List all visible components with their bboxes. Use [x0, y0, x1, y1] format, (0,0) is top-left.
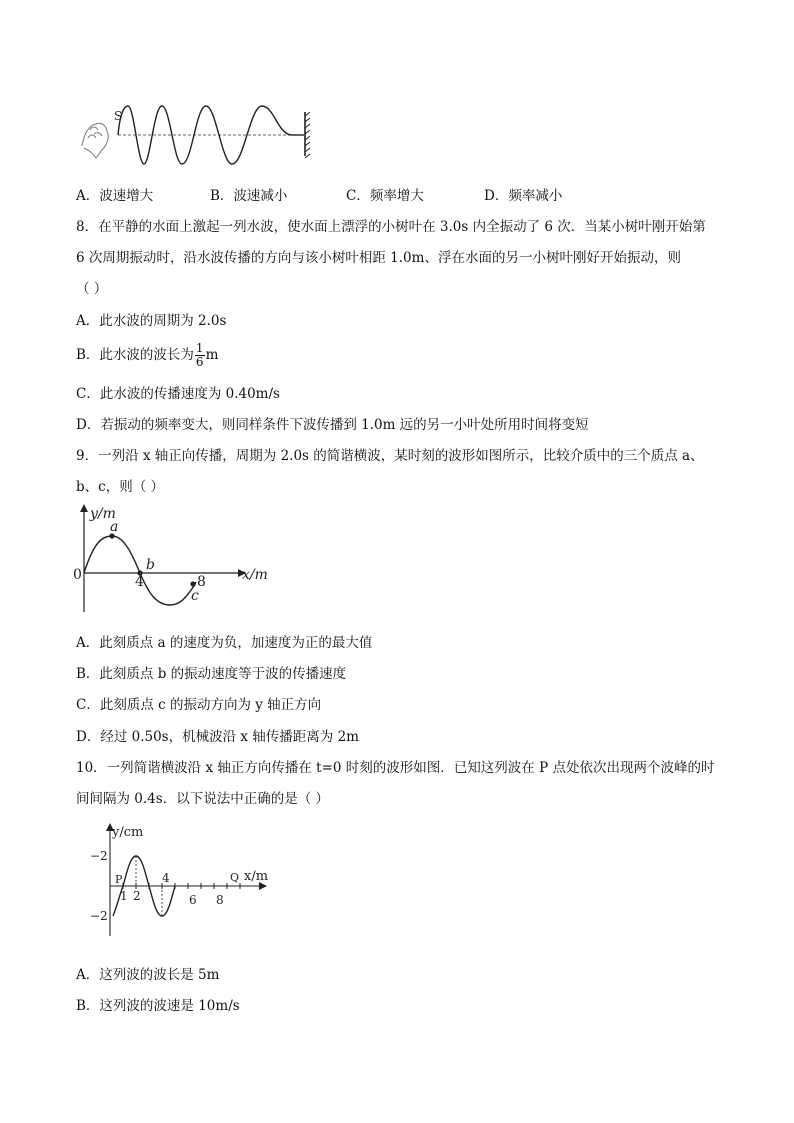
q9-stem-line2: b、c，则（ ） — [76, 479, 164, 495]
q10-wave-graph — [84, 818, 274, 940]
source-label: S — [114, 109, 123, 123]
tick-8-label: 8 — [216, 893, 224, 907]
q8-answer-bracket: （ ） — [76, 281, 108, 297]
q9-option-b: B．此刻质点 b 的振动速度等于波的传播速度 — [76, 666, 347, 682]
q10-option-a: A．这列波的波长是 5m — [76, 967, 220, 983]
x-axis-label: x/m — [242, 567, 268, 583]
q9-stem-line1: 9．一列沿 x 轴正向传播，周期为 2.0s 的简谐横波，某时刻的波形如图所示，比较介质中的三个质点 a、 — [76, 448, 704, 464]
hand-icon — [82, 123, 108, 158]
x-axis-label: x/m — [244, 869, 269, 884]
q8-option-b-unit: m — [205, 347, 219, 363]
q8-option-a: A．此水波的周期为 2.0s — [76, 313, 227, 329]
q7-option-b: B．波速减小 — [210, 188, 288, 204]
q8-stem-line1: 8．在平静的水面上激起一列水波，使水面上漂浮的小树叶在 3.0s 内全振动了 6 次．当某小树叶刚开始第 — [76, 219, 706, 235]
q10-stem-line2: 间间隔为 0.4s．以下说法中正确的是（ ） — [76, 791, 329, 807]
y-axis-label: y/cm — [112, 825, 144, 840]
origin-label: 0 — [73, 567, 82, 583]
tick-1-label: 1 — [120, 889, 128, 903]
fraction-denominator: 6 — [195, 355, 204, 369]
q7-option-d: D．频率减小 — [484, 188, 563, 204]
y-axis-label: y/m — [90, 506, 116, 522]
q9-option-a: A．此刻质点 a 的速度为负，加速度为正的最大值 — [76, 635, 373, 651]
q8-stem-line2: 6 次周期振动时，沿水波传播的方向与该小树叶相距 1.0m、浮在水面的另一小树叶刚好开始振动，则 — [76, 250, 681, 266]
fraction-numerator: 1 — [195, 341, 204, 355]
q10-option-b: B．这列波的波速是 10m/s — [76, 998, 240, 1014]
q8-option-c: C．此水波的传播速度为 0.40m/s — [76, 386, 280, 402]
point-q-label: Q — [230, 871, 240, 884]
q8-option-b — [76, 342, 218, 369]
point-c-label: c — [191, 588, 199, 604]
y-axis-arrow — [80, 504, 88, 512]
point-c — [190, 581, 195, 586]
q9-wave-graph — [70, 502, 280, 616]
y-tick-bottom-label: −2 — [90, 909, 108, 923]
q8-option-b-prefix: B．此水波的波长为 — [76, 347, 194, 363]
q10-stem-line1: 10．一列简谐横波沿 x 轴正方向传播在 t=0 时刻的波形如图．已知这列波在 P 点处依次出现两个波峰的时 — [76, 760, 715, 776]
q9-option-c: C．此刻质点 c 的振动方向为 y 轴正方向 — [76, 697, 322, 713]
tick-6-label: 6 — [189, 893, 197, 907]
q7-option-a: A．波速增大 — [76, 188, 154, 204]
tick-2-label: 2 — [133, 889, 141, 903]
wall-hatch-icon — [305, 112, 310, 158]
y-tick-top-label: −2 — [90, 849, 108, 863]
q8-option-d: D．若振动的频率变大，则同样条件下波传播到 1.0m 远的另一小叶处所用时间将变短 — [76, 417, 589, 433]
rope-wave-figure — [78, 104, 320, 170]
point-b-label: b — [146, 557, 155, 573]
point-p-label: P — [115, 873, 123, 886]
tick-4-label: 4 — [135, 574, 144, 590]
tick-8-label: 8 — [197, 574, 206, 590]
tick-4-label: 4 — [162, 871, 170, 885]
point-a-label: a — [110, 519, 119, 535]
q9-option-d: D．经过 0.50s，机械波沿 x 轴传播距离为 2m — [76, 729, 359, 745]
q7-option-c: C．频率增大 — [346, 188, 424, 204]
fraction — [195, 342, 205, 369]
